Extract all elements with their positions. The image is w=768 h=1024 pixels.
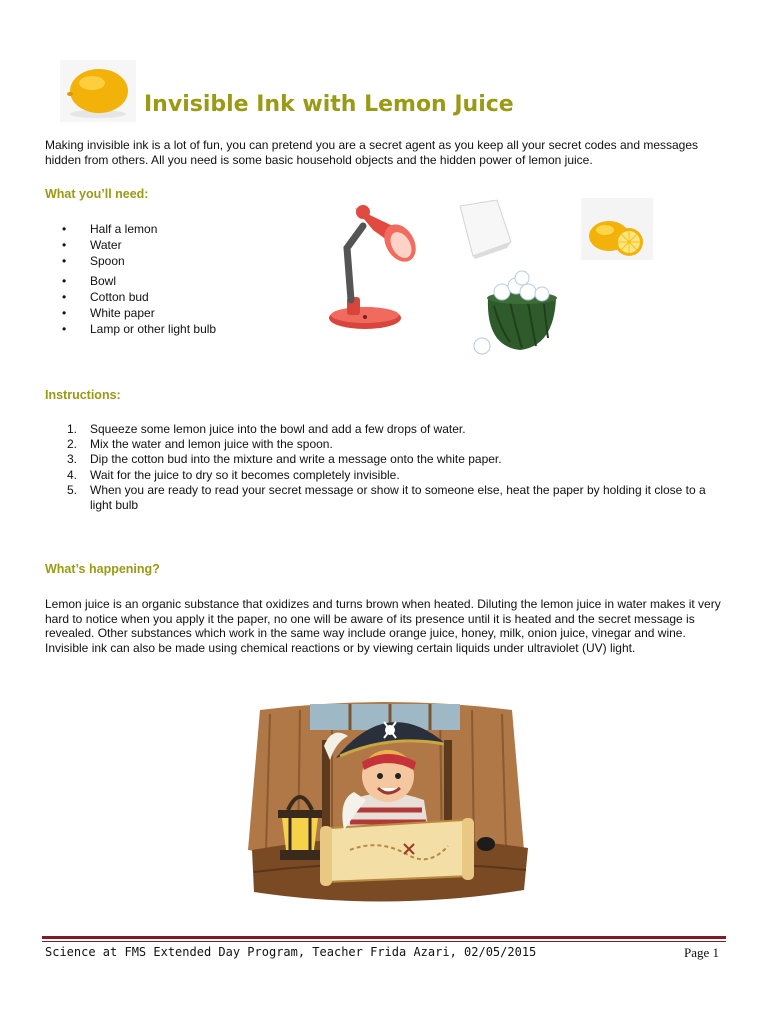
step-number: 2. <box>67 437 78 452</box>
list-item: • Lamp or other light bulb <box>60 322 216 338</box>
instructions-list <box>67 422 727 513</box>
white-paper-image <box>455 198 515 260</box>
list-item: • Bowl <box>60 274 216 290</box>
step-text: Squeeze some lemon juice into the bowl and add a few drops of water. <box>90 422 466 436</box>
footer-rule <box>42 936 726 939</box>
step-number: 1. <box>67 422 78 436</box>
pirate-kid-illustration <box>240 700 532 906</box>
lemon-image <box>60 60 136 122</box>
footer-text: Science at FMS Extended Day Program, Teacher Frida Azari, 02/05/2015 <box>45 945 537 959</box>
page-number: Page 1 <box>684 945 720 960</box>
list-item <box>67 452 727 467</box>
instructions-heading: Instructions: <box>45 388 121 402</box>
page-title: Invisible Ink with Lemon Juice <box>144 92 514 117</box>
list-item: • Half a lemon <box>60 222 216 238</box>
bowl-cotton-image <box>470 268 565 360</box>
list-item <box>67 422 727 437</box>
lemon-halves-image <box>581 198 653 260</box>
happening-paragraph: Lemon juice is an organic substance that oxidizes and turns brown when heated. Diluting the lemon juice in water makes it very hard to notice when you apply it the paper, no one will be aware of its presence until it is heated and the secret message is revealed. Other substances which work in the same way include orange juice, honey, milk, onion juice, vinegar and wine. Invisible ink can also be made using chemical reactions or by viewing certain liquids under ultraviolet (UV) light. <box>45 597 721 656</box>
list-item: • White paper <box>60 306 216 322</box>
step-number: 4. <box>67 467 78 482</box>
step-text: Dip the cotton bud into the mixture and write a message onto the white paper. <box>90 452 502 467</box>
list-item: • Cotton bud <box>60 290 216 306</box>
step-number: 5. <box>67 482 78 497</box>
list-item <box>67 437 727 452</box>
needs-list <box>60 222 216 338</box>
footer-rule <box>42 941 726 942</box>
intro-paragraph: Making invisible ink is a lot of fun, you can pretend you are a secret agent as you keep all your secret codes and messages hidden from others. All you need is some basic household objects and the hidden power of lemon juice. <box>45 138 699 167</box>
step-text: Mix the water and lemon juice with the spoon. <box>90 437 333 452</box>
desk-lamp-image <box>325 198 420 334</box>
list-item: • Water <box>60 238 216 254</box>
needs-heading: What you’ll need: <box>45 187 149 201</box>
step-text: Wait for the juice to dry so it becomes completely invisible. <box>90 467 400 482</box>
step-text: When you are ready to read your secret message or show it to someone else, heat the paper by holding it close to a light bulb <box>90 482 706 513</box>
step-number: 3. <box>67 452 78 467</box>
list-item <box>67 468 727 483</box>
list-item: • Spoon <box>60 254 216 270</box>
list-item <box>67 483 727 513</box>
happening-heading: What’s happening? <box>45 562 160 576</box>
